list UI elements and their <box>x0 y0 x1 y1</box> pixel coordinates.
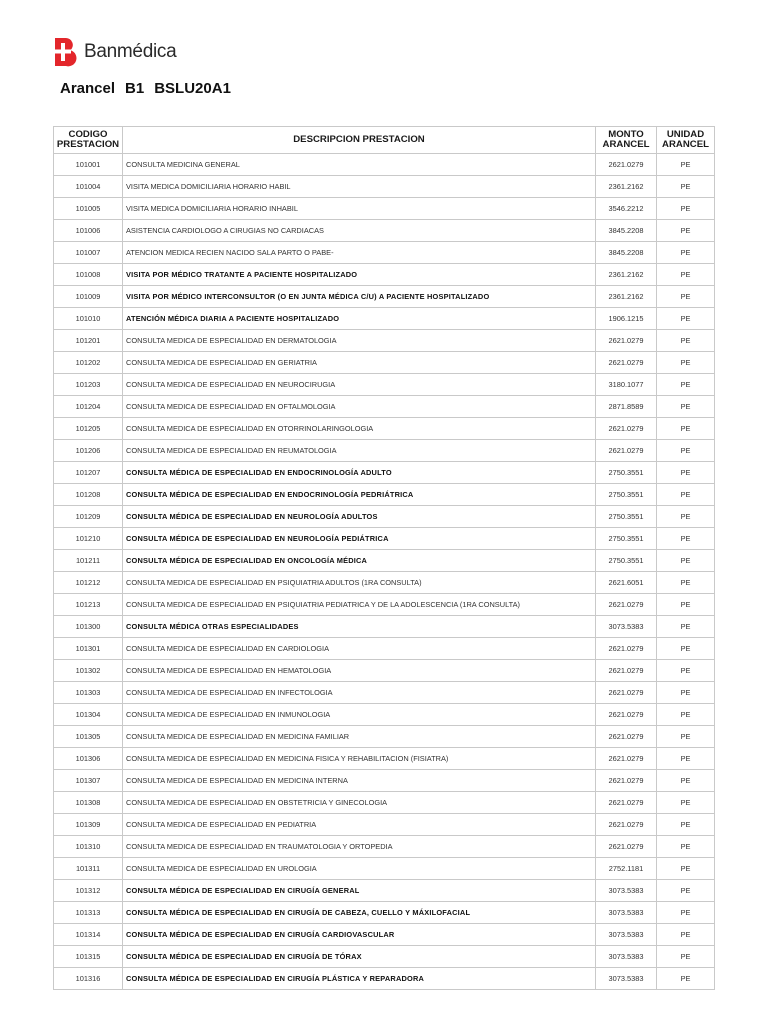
cell-unidad: PE <box>657 484 715 506</box>
cell-unidad: PE <box>657 374 715 396</box>
cell-unidad: PE <box>657 726 715 748</box>
table-header-row <box>54 127 715 154</box>
cell-codigo: 101300 <box>54 616 123 638</box>
cell-descripcion: CONSULTA MEDICA DE ESPECIALIDAD EN OFTALMOLOGIA <box>123 396 596 418</box>
cell-codigo: 101310 <box>54 836 123 858</box>
cell-descripcion: CONSULTA MEDICA DE ESPECIALIDAD EN CARDIOLOGIA <box>123 638 596 660</box>
cell-codigo: 101207 <box>54 462 123 484</box>
table-row <box>54 946 715 968</box>
cell-monto: 2750.3551 <box>596 550 657 572</box>
cell-descripcion: CONSULTA MEDICA DE ESPECIALIDAD EN INMUNOLOGIA <box>123 704 596 726</box>
cell-monto: 2361.2162 <box>596 286 657 308</box>
cell-codigo: 101314 <box>54 924 123 946</box>
cell-descripcion: CONSULTA MEDICA DE ESPECIALIDAD EN OBSTETRICIA Y GINECOLOGIA <box>123 792 596 814</box>
cell-monto: 2871.8589 <box>596 396 657 418</box>
cell-unidad: PE <box>657 968 715 990</box>
cell-codigo: 101316 <box>54 968 123 990</box>
cell-monto: 3073.5383 <box>596 946 657 968</box>
cell-descripcion: CONSULTA MÉDICA DE ESPECIALIDAD EN CIRUGÍA GENERAL <box>123 880 596 902</box>
cell-monto: 2621.0279 <box>596 792 657 814</box>
cell-descripcion: CONSULTA MEDICA DE ESPECIALIDAD EN TRAUMATOLOGIA Y ORTOPEDIA <box>123 836 596 858</box>
cell-descripcion: CONSULTA MEDICA DE ESPECIALIDAD EN PEDIATRIA <box>123 814 596 836</box>
cell-monto: 3845.2208 <box>596 220 657 242</box>
table-row <box>54 902 715 924</box>
cell-monto: 2621.0279 <box>596 770 657 792</box>
cell-monto: 2361.2162 <box>596 264 657 286</box>
cell-codigo: 101308 <box>54 792 123 814</box>
cell-codigo: 101304 <box>54 704 123 726</box>
table-row <box>54 572 715 594</box>
cell-unidad: PE <box>657 616 715 638</box>
cell-unidad: PE <box>657 330 715 352</box>
cell-unidad: PE <box>657 924 715 946</box>
cell-unidad: PE <box>657 946 715 968</box>
cell-unidad: PE <box>657 418 715 440</box>
table-row <box>54 638 715 660</box>
cell-monto: 2621.0279 <box>596 638 657 660</box>
cell-codigo: 101302 <box>54 660 123 682</box>
cell-codigo: 101309 <box>54 814 123 836</box>
cell-descripcion: CONSULTA MEDICA DE ESPECIALIDAD EN MEDICINA FAMILIAR <box>123 726 596 748</box>
cell-descripcion: VISITA MEDICA DOMICILIARIA HORARIO INHABIL <box>123 198 596 220</box>
cell-descripcion: CONSULTA MEDICA DE ESPECIALIDAD EN UROLOGIA <box>123 858 596 880</box>
cell-unidad: PE <box>657 440 715 462</box>
table-row <box>54 242 715 264</box>
cell-monto: 2752.1181 <box>596 858 657 880</box>
cell-descripcion: ASISTENCIA CARDIOLOGO A CIRUGIAS NO CARDIACAS <box>123 220 596 242</box>
cell-codigo: 101212 <box>54 572 123 594</box>
cell-descripcion: ATENCIÓN MÉDICA DIARIA A PACIENTE HOSPITALIZADO <box>123 308 596 330</box>
cell-unidad: PE <box>657 748 715 770</box>
header-codigo: CODIGO PRESTACION <box>54 127 123 154</box>
cell-codigo: 101315 <box>54 946 123 968</box>
table-row <box>54 616 715 638</box>
cell-codigo: 101213 <box>54 594 123 616</box>
page-title <box>60 80 241 97</box>
cell-unidad: PE <box>657 528 715 550</box>
cell-monto: 2621.0279 <box>596 594 657 616</box>
cell-monto: 2750.3551 <box>596 528 657 550</box>
cell-unidad: PE <box>657 176 715 198</box>
cell-unidad: PE <box>657 770 715 792</box>
cell-codigo: 101206 <box>54 440 123 462</box>
table-row <box>54 770 715 792</box>
cell-monto: 3180.1077 <box>596 374 657 396</box>
cell-descripcion: CONSULTA MEDICINA GENERAL <box>123 154 596 176</box>
banmedica-logo-icon <box>52 37 78 67</box>
cell-monto: 2621.0279 <box>596 836 657 858</box>
cell-monto: 3546.2212 <box>596 198 657 220</box>
table-row <box>54 968 715 990</box>
table-row <box>54 550 715 572</box>
cell-monto: 2621.0279 <box>596 726 657 748</box>
table-row <box>54 286 715 308</box>
cell-monto: 2621.0279 <box>596 154 657 176</box>
cell-descripcion: CONSULTA MÉDICA DE ESPECIALIDAD EN CIRUGÍA DE CABEZA, CUELLO Y MÁXILOFACIAL <box>123 902 596 924</box>
cell-unidad: PE <box>657 550 715 572</box>
cell-descripcion: VISITA POR MÉDICO INTERCONSULTOR (O EN JUNTA MÉDICA C/U) A PACIENTE HOSPITALIZADO <box>123 286 596 308</box>
cell-unidad: PE <box>657 572 715 594</box>
cell-codigo: 101202 <box>54 352 123 374</box>
title-plan: B1 <box>125 80 145 97</box>
cell-unidad: PE <box>657 880 715 902</box>
table-row <box>54 506 715 528</box>
cell-descripcion: CONSULTA MÉDICA DE ESPECIALIDAD EN CIRUGÍA CARDIOVASCULAR <box>123 924 596 946</box>
cell-descripcion: CONSULTA MEDICA DE ESPECIALIDAD EN PSIQUIATRIA ADULTOS (1RA CONSULTA) <box>123 572 596 594</box>
title-code: BSLU20A1 <box>154 80 231 97</box>
cell-descripcion: ATENCION MEDICA RECIEN NACIDO SALA PARTO O PABE- <box>123 242 596 264</box>
table-row <box>54 924 715 946</box>
cell-monto: 1906.1215 <box>596 308 657 330</box>
table-row <box>54 748 715 770</box>
table-row <box>54 264 715 286</box>
table-row <box>54 330 715 352</box>
cell-unidad: PE <box>657 660 715 682</box>
cell-unidad: PE <box>657 792 715 814</box>
table-row <box>54 484 715 506</box>
cell-descripcion: CONSULTA MEDICA DE ESPECIALIDAD EN MEDICINA FISICA Y REHABILITACION (FISIATRA) <box>123 748 596 770</box>
cell-codigo: 101311 <box>54 858 123 880</box>
table-row <box>54 396 715 418</box>
cell-unidad: PE <box>657 638 715 660</box>
cell-descripcion: CONSULTA MÉDICA OTRAS ESPECIALIDADES <box>123 616 596 638</box>
cell-unidad: PE <box>657 352 715 374</box>
cell-monto: 2750.3551 <box>596 462 657 484</box>
cell-unidad: PE <box>657 198 715 220</box>
cell-unidad: PE <box>657 286 715 308</box>
cell-monto: 2621.0279 <box>596 748 657 770</box>
brand-logo <box>52 36 176 68</box>
cell-descripcion: CONSULTA MÉDICA DE ESPECIALIDAD EN ENDOCRINOLOGÍA ADULTO <box>123 462 596 484</box>
cell-codigo: 101006 <box>54 220 123 242</box>
cell-monto: 2621.0279 <box>596 704 657 726</box>
cell-unidad: PE <box>657 396 715 418</box>
cell-codigo: 101008 <box>54 264 123 286</box>
table-row <box>54 154 715 176</box>
cell-monto: 2750.3551 <box>596 506 657 528</box>
table-row <box>54 418 715 440</box>
table-row <box>54 220 715 242</box>
cell-descripcion: VISITA POR MÉDICO TRATANTE A PACIENTE HOSPITALIZADO <box>123 264 596 286</box>
cell-monto: 3073.5383 <box>596 968 657 990</box>
cell-codigo: 101010 <box>54 308 123 330</box>
cell-unidad: PE <box>657 308 715 330</box>
table-row <box>54 814 715 836</box>
table-row <box>54 792 715 814</box>
table-row <box>54 440 715 462</box>
cell-unidad: PE <box>657 264 715 286</box>
cell-monto: 3073.5383 <box>596 880 657 902</box>
header-monto: MONTO ARANCEL <box>596 127 657 154</box>
cell-descripcion: CONSULTA MÉDICA DE ESPECIALIDAD EN NEUROLOGÍA PEDIÁTRICA <box>123 528 596 550</box>
table-row <box>54 308 715 330</box>
cell-codigo: 101009 <box>54 286 123 308</box>
cell-descripcion: CONSULTA MEDICA DE ESPECIALIDAD EN HEMATOLOGIA <box>123 660 596 682</box>
cell-unidad: PE <box>657 836 715 858</box>
cell-monto: 2621.6051 <box>596 572 657 594</box>
cell-unidad: PE <box>657 594 715 616</box>
cell-monto: 2621.0279 <box>596 418 657 440</box>
cell-descripcion: CONSULTA MÉDICA DE ESPECIALIDAD EN ENDOCRINOLOGÍA PEDRIÁTRICA <box>123 484 596 506</box>
cell-unidad: PE <box>657 902 715 924</box>
cell-monto: 2621.0279 <box>596 682 657 704</box>
cell-monto: 2750.3551 <box>596 484 657 506</box>
table-row <box>54 198 715 220</box>
cell-codigo: 101312 <box>54 880 123 902</box>
cell-monto: 2621.0279 <box>596 330 657 352</box>
cell-descripcion: CONSULTA MEDICA DE ESPECIALIDAD EN DERMATOLOGIA <box>123 330 596 352</box>
cell-descripcion: CONSULTA MÉDICA DE ESPECIALIDAD EN CIRUGÍA DE TÓRAX <box>123 946 596 968</box>
cell-codigo: 101301 <box>54 638 123 660</box>
cell-codigo: 101210 <box>54 528 123 550</box>
table-row <box>54 660 715 682</box>
cell-descripcion: CONSULTA MEDICA DE ESPECIALIDAD EN PSIQUIATRIA PEDIATRICA Y DE LA ADOLESCENCIA (1RA CONSULTA) <box>123 594 596 616</box>
cell-codigo: 101305 <box>54 726 123 748</box>
cell-monto: 2621.0279 <box>596 352 657 374</box>
cell-unidad: PE <box>657 506 715 528</box>
cell-codigo: 101004 <box>54 176 123 198</box>
cell-descripcion: CONSULTA MEDICA DE ESPECIALIDAD EN OTORRINOLARINGOLOGIA <box>123 418 596 440</box>
cell-unidad: PE <box>657 814 715 836</box>
cell-descripcion: CONSULTA MÉDICA DE ESPECIALIDAD EN ONCOLOGÍA MÉDICA <box>123 550 596 572</box>
cell-descripcion: CONSULTA MEDICA DE ESPECIALIDAD EN NEUROCIRUGIA <box>123 374 596 396</box>
cell-descripcion: CONSULTA MÉDICA DE ESPECIALIDAD EN NEUROLOGÍA ADULTOS <box>123 506 596 528</box>
cell-monto: 2621.0279 <box>596 814 657 836</box>
table-row <box>54 594 715 616</box>
cell-codigo: 101201 <box>54 330 123 352</box>
cell-monto: 2621.0279 <box>596 660 657 682</box>
cell-unidad: PE <box>657 704 715 726</box>
cell-codigo: 101001 <box>54 154 123 176</box>
cell-codigo: 101005 <box>54 198 123 220</box>
cell-codigo: 101204 <box>54 396 123 418</box>
table-row <box>54 704 715 726</box>
cell-codigo: 101208 <box>54 484 123 506</box>
table-row <box>54 726 715 748</box>
header-unidad: UNIDAD ARANCEL <box>657 127 715 154</box>
cell-unidad: PE <box>657 682 715 704</box>
cell-codigo: 101205 <box>54 418 123 440</box>
cell-descripcion: CONSULTA MEDICA DE ESPECIALIDAD EN MEDICINA INTERNA <box>123 770 596 792</box>
cell-descripcion: CONSULTA MÉDICA DE ESPECIALIDAD EN CIRUGÍA PLÁSTICA Y REPARADORA <box>123 968 596 990</box>
cell-monto: 3073.5383 <box>596 616 657 638</box>
table-row <box>54 858 715 880</box>
header-descripcion: DESCRIPCION PRESTACION <box>123 127 596 154</box>
table-row <box>54 176 715 198</box>
cell-monto: 2361.2162 <box>596 176 657 198</box>
cell-codigo: 101203 <box>54 374 123 396</box>
cell-unidad: PE <box>657 858 715 880</box>
arancel-table <box>53 126 715 990</box>
table-row <box>54 462 715 484</box>
cell-descripcion: CONSULTA MEDICA DE ESPECIALIDAD EN INFECTOLOGIA <box>123 682 596 704</box>
cell-codigo: 101007 <box>54 242 123 264</box>
brand-name: Banmédica <box>84 41 177 62</box>
table-row <box>54 374 715 396</box>
title-arancel: Arancel <box>60 80 116 97</box>
cell-monto: 3073.5383 <box>596 902 657 924</box>
cell-monto: 3073.5383 <box>596 924 657 946</box>
cell-unidad: PE <box>657 242 715 264</box>
cell-codigo: 101307 <box>54 770 123 792</box>
cell-descripcion: CONSULTA MEDICA DE ESPECIALIDAD EN REUMATOLOGIA <box>123 440 596 462</box>
table-row <box>54 528 715 550</box>
cell-descripcion: VISITA MEDICA DOMICILIARIA HORARIO HABIL <box>123 176 596 198</box>
cell-unidad: PE <box>657 462 715 484</box>
table-row <box>54 352 715 374</box>
table-row <box>54 682 715 704</box>
cell-descripcion: CONSULTA MEDICA DE ESPECIALIDAD EN GERIATRIA <box>123 352 596 374</box>
cell-codigo: 101306 <box>54 748 123 770</box>
cell-codigo: 101313 <box>54 902 123 924</box>
cell-monto: 2621.0279 <box>596 440 657 462</box>
cell-codigo: 101211 <box>54 550 123 572</box>
cell-unidad: PE <box>657 220 715 242</box>
table-row <box>54 880 715 902</box>
cell-monto: 3845.2208 <box>596 242 657 264</box>
cell-codigo: 101303 <box>54 682 123 704</box>
cell-unidad: PE <box>657 154 715 176</box>
table-row <box>54 836 715 858</box>
cell-codigo: 101209 <box>54 506 123 528</box>
